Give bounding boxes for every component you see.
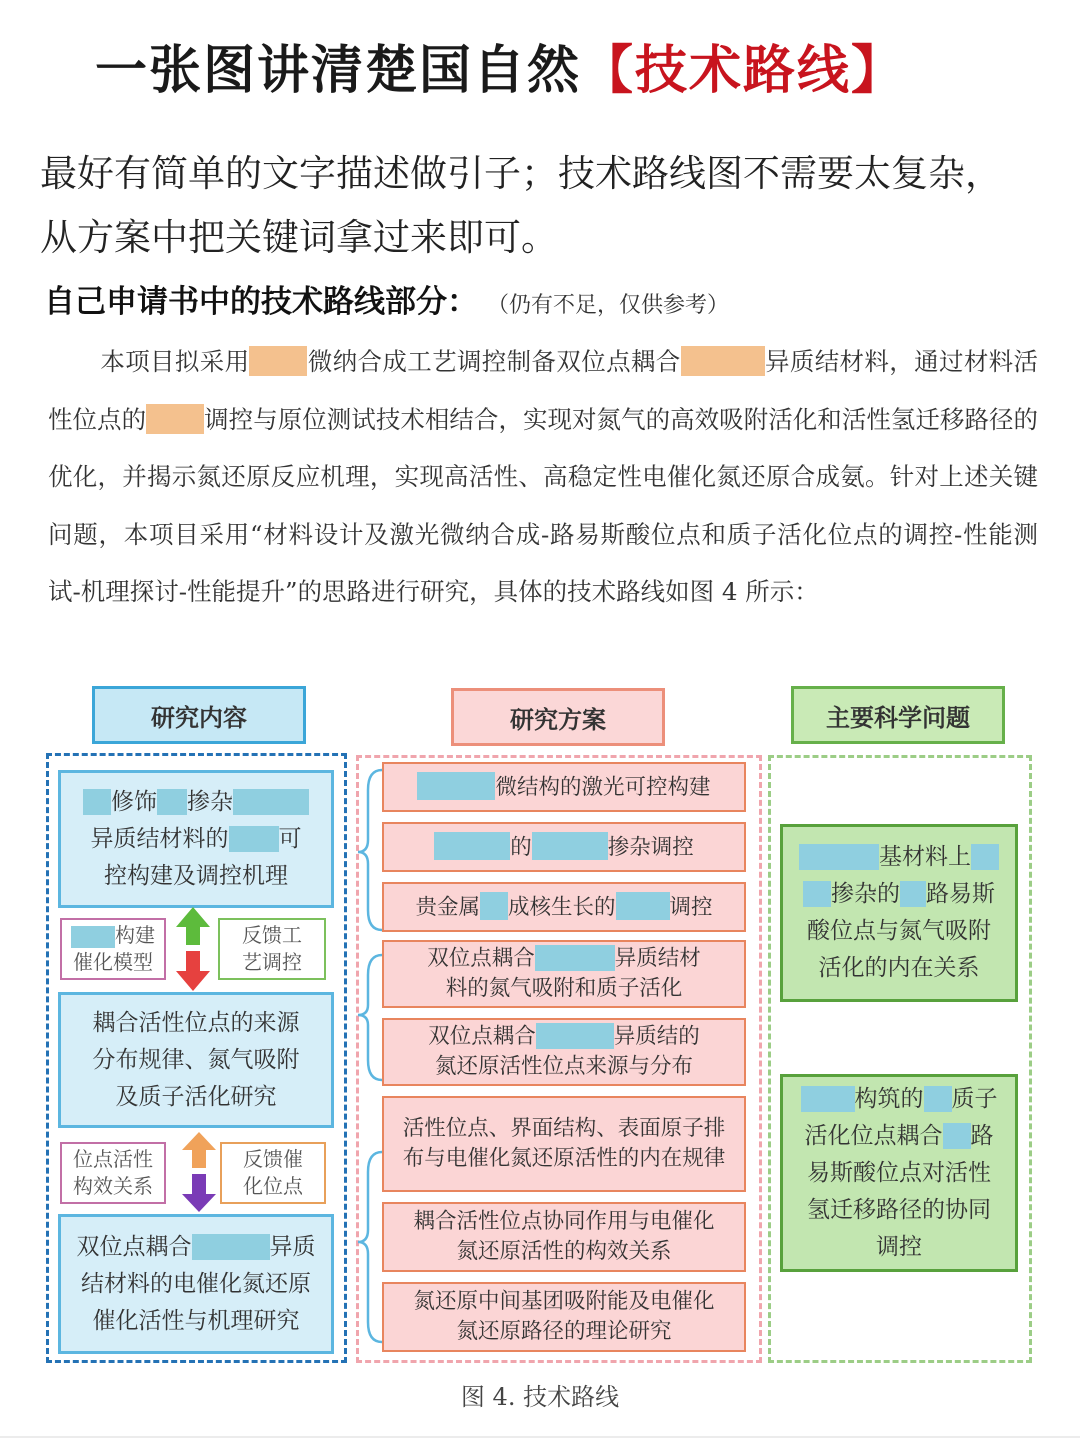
content-box-2: 耦合活性位点的来源 分布规律、氮气吸附 及质子活化研究: [58, 992, 334, 1128]
header-research-plan: 研究方案: [451, 688, 665, 746]
plan-box-4: 双位点耦合 异质结材 料的氮气吸附和质子活化: [382, 940, 746, 1008]
issue-box-1: 基材料上 掺杂的 路易斯 酸位点与氮气吸附 活化的内在关系: [780, 824, 1018, 1002]
intro-line-1: 最好有简单的文字描述做引子；技术路线图不需要太复杂，: [40, 152, 1002, 195]
title-main: 一张图讲清楚国自然: [94, 41, 581, 101]
side-box-site-activity: 位点活性 构效关系: [60, 1142, 166, 1204]
side-box-build-model: 构建 催化模型: [60, 918, 166, 980]
header-scientific-issues: 主要科学问题: [791, 686, 1005, 744]
plan-box-6: 活性位点、界面结构、表面原子排布与电催化氮还原活性的内在规律: [382, 1096, 746, 1192]
content-box-1: 修饰 掺杂 异质结材料的 可 控构建及调控机理: [58, 770, 334, 908]
body-paragraph: 本项目拟采用 微纳合成工艺调控制备双位点耦合 异质结材料，通过材料活性位点的 调控与原位测试技术相结合，实现对氮气的高效吸附活化和活性氢迁移路径的优化，并揭示氮还原反应机理，实现高活性、高稳定性电催化氮还原合成氨。针对上述关键问题，本项目采用“材料设计及激光微纳合成-路易斯酸位点和质子活化位点的调控-性能测试-机理探讨-性能提升”的思路进行研究，具体的技术路线如图 4 所示：: [48, 347, 1039, 606]
figure-caption: 图 4. 技术路线: [460, 1383, 620, 1411]
title-highlight: 【技术路线】: [581, 41, 906, 101]
plan-box-7: 耦合活性位点协同作用与电催化氮还原活性的构效关系: [382, 1202, 746, 1272]
plan-box-5: 双位点耦合 异质结的 氮还原活性位点来源与分布: [382, 1018, 746, 1086]
redaction-block: [146, 404, 204, 434]
plan-box-8: 氮还原中间基团吸附能及电催化氮还原路径的理论研究: [382, 1282, 746, 1352]
page-title: [0, 28, 1000, 103]
plan-box-3: 贵金属 成核生长的 调控: [382, 882, 746, 932]
content-box-3: 双位点耦合 异质 结材料的电催化氮还原 催化活性与机理研究: [58, 1214, 334, 1354]
arrow-orange-purple: [176, 1130, 222, 1214]
intro-line-2: 从方案中把关键词拿过来即可。: [40, 216, 558, 259]
section-note: （仍有不足，仅供参考）: [498, 293, 730, 318]
side-box-feedback-site: 反馈催 化位点: [220, 1142, 326, 1204]
issue-box-2: 构筑的 质子 活化位点耦合 路 易斯酸位点对活性 氢迁移路径的协同 调控: [780, 1074, 1018, 1272]
side-box-feedback-process: 反馈工 艺调控: [218, 918, 326, 980]
section-heading-text: 自己申请书中的技术路线部分：: [44, 284, 478, 320]
bottom-divider: [0, 1436, 1080, 1438]
arrow-green-red: [170, 905, 216, 993]
plan-box-1: 微结构的激光可控构建: [382, 762, 746, 812]
intro-text: [40, 142, 1060, 270]
plan-box-2: 的 掺杂调控: [382, 822, 746, 872]
redaction-block: [681, 346, 765, 376]
header-research-content: 研究内容: [92, 686, 306, 744]
redaction-block: [249, 346, 307, 376]
section-heading: [44, 276, 729, 321]
